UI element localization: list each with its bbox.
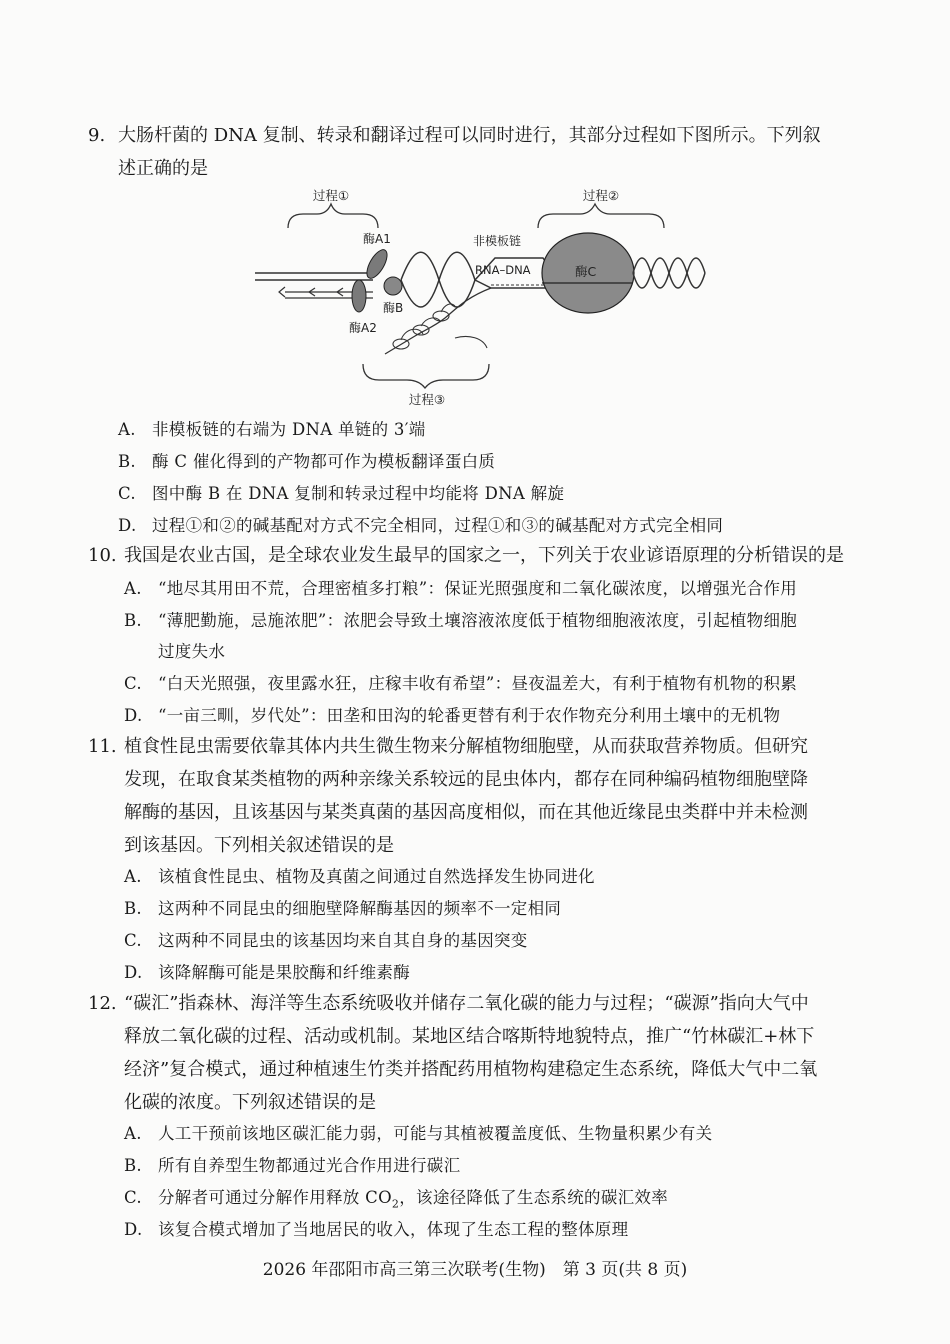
page-footer: 2026 年邵阳市高三第三次联考(生物) 第 3 页(共 8 页): [262, 1260, 688, 1280]
rna-dna-label: RNA–DNA: [475, 263, 531, 277]
option-d[interactable]: D. 该复合模式增加了当地居民的收入，体现了生态工程的整体原理: [124, 1220, 629, 1239]
question-stem: 大肠杆菌的 DNA 复制、转录和翻译过程可以同时进行，其部分过程如下图所示。下列叙: [118, 125, 821, 146]
option-b[interactable]: B. 酶 C 催化得到的产物都可作为模板翻译蛋白质: [118, 452, 496, 471]
option-c[interactable]: C. 图中酶 B 在 DNA 复制和转录过程中均能将 DNA 解旋: [118, 484, 565, 503]
enzyme-a2-label: 酶A2: [349, 321, 377, 335]
process-2-label: 过程②: [582, 188, 620, 203]
question-stem: 经济”复合模式，通过种植速生竹类并搭配药用植物构建稳定生态系统，降低大气中二氧: [124, 1059, 818, 1080]
question-number: 10.: [88, 545, 117, 566]
enzyme-a1-label: 酶A1: [363, 232, 391, 246]
option-b-continued: 过度失水: [158, 642, 226, 661]
question-stem: “碳汇”指森林、海洋等生态系统吸收并储存二氧化碳的能力与过程；“碳源”指向大气中: [124, 993, 809, 1014]
enzyme-b-shape: [384, 277, 402, 295]
enzyme-b-label: 酶B: [383, 301, 404, 315]
process-3-label: 过程③: [408, 392, 446, 407]
arrow-icon: [279, 287, 285, 297]
nontemplate-label: 非模板链: [473, 234, 522, 248]
option-b[interactable]: B. 所有自养型生物都通过光合作用进行碳汇: [124, 1156, 461, 1175]
option-b[interactable]: B. 这两种不同昆虫的细胞壁降解酶基因的频率不一定相同: [124, 899, 562, 918]
option-c[interactable]: C. 这两种不同昆虫的该基因均来自其自身的基因突变: [124, 931, 528, 950]
option-a[interactable]: A. 非模板链的右端为 DNA 单链的 3′端: [118, 420, 426, 439]
option-a[interactable]: A. 该植食性昆虫、植物及真菌之间通过自然选择发生协同进化: [124, 867, 595, 886]
option-a[interactable]: A. “地尽其用田不荒，合理密植多打粮”：保证光照强度和二氧化碳浓度，以增强光合作用: [124, 579, 798, 598]
question-stem: 化碳的浓度。下列叙述错误的是: [124, 1092, 376, 1113]
question-number: 9.: [88, 125, 106, 146]
question-stem: 我国是农业古国，是全球农业发生最早的国家之一，下列关于农业谚语原理的分析错误的是: [124, 545, 844, 566]
option-a[interactable]: A. 人工干预前该地区碳汇能力弱，可能与其植被覆盖度低、生物量积累少有关: [124, 1124, 713, 1143]
question-stem: 发现，在取食某类植物的两种亲缘关系较远的昆虫体内，都存在同种编码植物细胞壁降: [124, 769, 808, 790]
question-stem: 解酶的基因，且该基因与某类真菌的基因高度相似，而在其他近缘昆虫类群中并未检测: [124, 802, 808, 823]
option-d[interactable]: D. 过程①和②的碱基配对方式不完全相同，过程①和③的碱基配对方式完全相同: [118, 516, 724, 535]
question-number: 12.: [88, 993, 117, 1014]
process-1-label: 过程①: [312, 188, 350, 203]
enzyme-a1-shape: [363, 247, 391, 282]
enzyme-a2-shape: [352, 280, 366, 312]
option-d[interactable]: D. 该降解酶可能是果胶酶和纤维素酶: [124, 963, 410, 982]
question-stem: 释放二氧化碳的过程、活动或机制。某地区结合喀斯特地貌特点，推广“竹林碳汇+林下: [124, 1026, 815, 1047]
question-stem: 述正确的是: [118, 158, 208, 179]
question-stem: 到该基因。下列相关叙述错误的是: [124, 835, 394, 856]
option-b[interactable]: B. “薄肥勤施，忌施浓肥”：浓肥会导致土壤溶液浓度低于植物细胞液浓度，引起植物细胞: [124, 611, 798, 630]
question-stem: 植食性昆虫需要依靠其体内共生微生物来分解植物细胞壁，从而获取营养物质。但研究: [124, 736, 808, 757]
option-c[interactable]: C. 分解者可通过分解作用释放 $CO_2$，该途径降低了生态系统的碳汇效率: [124, 1188, 669, 1211]
question-number: 11.: [88, 736, 117, 757]
option-d[interactable]: D. “一亩三甽，岁代处”：田垄和田沟的轮番更替有利于农作物充分利用土壤中的无机物: [124, 706, 781, 725]
dna-process-diagram: [255, 188, 715, 410]
enzyme-c-label: 酶C: [575, 264, 597, 279]
option-c[interactable]: C. “白天光照强，夜里露水狂，庄稼丰收有希望”：昼夜温差大，有利于植物有机物的积累: [124, 674, 798, 693]
